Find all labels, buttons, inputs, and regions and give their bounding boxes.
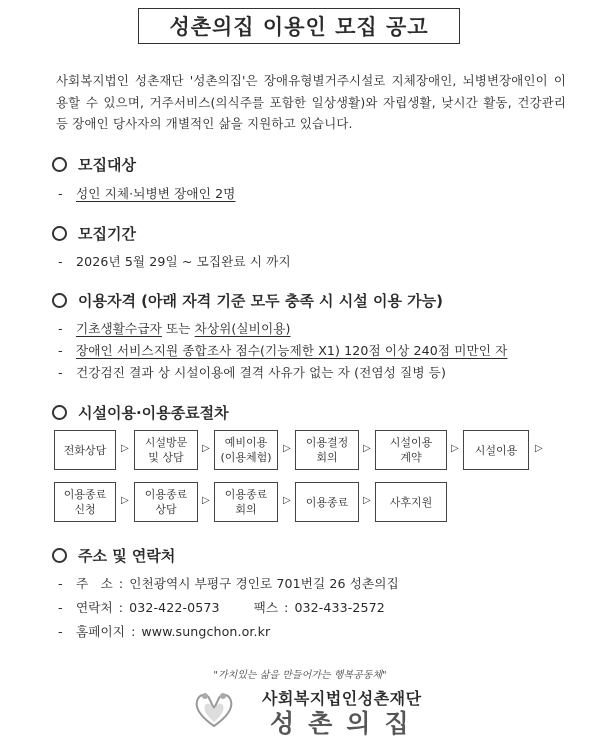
arrow-icon: ▷ — [363, 443, 371, 454]
period-item — [58, 251, 291, 270]
dash-bullet: - — [58, 365, 63, 380]
circle-bullet-icon — [52, 548, 67, 563]
qualification-item-1 — [58, 318, 291, 337]
homepage-label: 홈페이지 — [76, 624, 126, 639]
qual-line3: 건강검진 결과 상 시설이용에 결격 사유가 없는 자 (전염성 질병 등) — [76, 365, 446, 380]
step-box — [214, 482, 278, 522]
dash-bullet: - — [58, 576, 63, 591]
dash-bullet: - — [58, 624, 63, 639]
step-box — [214, 430, 278, 470]
title-box — [138, 8, 460, 44]
address-value: 인천광역시 부평구 경인로 701번길 26 성촌의집 — [129, 576, 399, 591]
colon: : — [118, 576, 124, 591]
section-target-title: 모집대상 — [78, 156, 136, 174]
phone-label: 연락처 — [76, 600, 113, 615]
dash-bullet: - — [58, 321, 63, 336]
section-period-heading — [52, 223, 136, 244]
section-period-title: 모집기간 — [78, 225, 136, 243]
section-contact-title: 주소 및 연락처 — [78, 547, 176, 565]
qual-mid: 또는 — [161, 321, 195, 336]
step-label: 전화상담 — [63, 443, 107, 457]
arrow-icon: ▷ — [451, 443, 459, 454]
arrow-icon: ▷ — [202, 443, 210, 454]
footer-slogan: "가치있는 삶을 만들어가는 행복공동체" — [213, 670, 387, 681]
step-label: 시설방문 및 상담 — [144, 436, 188, 464]
step-box — [295, 430, 359, 470]
intro-paragraph: 사회복지법인 성촌재단 '성촌의집'은 장애유형별거주시설로 지체장애인, 뇌병변장애인이 이용할 수 있으며, 거주서비스(의식주를 포함한 일상생활)와 자립생활, 낮시간 활동, 건강관리 등 장애인 당사자의 개별적인 삶을 지원하고 있습니다. — [56, 73, 566, 131]
circle-bullet-icon — [52, 293, 67, 308]
homepage-link[interactable]: www.sungchon.or.kr — [141, 624, 271, 639]
dash-bullet: - — [58, 254, 63, 269]
step-label: 이용종료 신청 — [63, 488, 107, 516]
colon: : — [284, 600, 289, 615]
step-box — [134, 430, 198, 470]
colon: : — [118, 600, 124, 615]
qual-part1: 기초생활수급자 — [76, 321, 162, 336]
arrow-icon: ▷ — [363, 495, 371, 506]
target-item — [58, 183, 235, 202]
arrow-icon: ▷ — [283, 495, 291, 506]
phone-item — [58, 597, 385, 616]
section-procedure-title: 시설이용·이용종료절차 — [78, 404, 229, 422]
address-label: 주 소 — [76, 576, 113, 591]
section-contact-heading — [52, 545, 175, 566]
address-item — [58, 573, 399, 592]
section-procedure-heading — [52, 402, 229, 423]
sungchon-logo-icon — [193, 690, 235, 730]
qualification-item-3 — [58, 362, 446, 381]
step-box — [295, 482, 359, 522]
arrow-icon: ▷ — [202, 495, 210, 506]
section-qualification-heading — [52, 290, 443, 311]
section-target-heading — [52, 154, 136, 175]
arrow-icon: ▷ — [535, 443, 543, 454]
org-name: 사회복지법인성촌재단 — [262, 689, 422, 708]
qualification-item-2 — [58, 340, 507, 359]
fax-value: 032-433-2572 — [294, 600, 385, 615]
step-box — [463, 430, 529, 470]
period-text: 2026년 5월 29일 ~ 모집완료 시 까지 — [76, 254, 291, 269]
step-label: 사후지원 — [389, 495, 433, 509]
step-box — [54, 482, 116, 522]
homepage-item — [58, 621, 270, 640]
step-label: 이용종료 상담 — [144, 488, 188, 516]
step-label: 시설이용 — [474, 443, 518, 457]
step-label: 이용종료 — [305, 495, 349, 509]
dash-bullet: - — [58, 600, 63, 615]
dash-bullet: - — [58, 343, 63, 358]
circle-bullet-icon — [52, 157, 67, 172]
step-box — [375, 482, 447, 522]
step-box — [375, 430, 447, 470]
fax-label: 팩스 — [253, 600, 279, 615]
arrow-icon: ▷ — [283, 443, 291, 454]
dash-bullet: - — [58, 186, 63, 201]
step-label: 예비이용 (이용체험) — [220, 436, 272, 464]
step-label: 시설이용 계약 — [389, 436, 433, 464]
arrow-icon: ▷ — [121, 443, 129, 454]
step-label: 이용종료 회의 — [224, 488, 268, 516]
target-text: 성인 지체·뇌병변 장애인 2명 — [76, 186, 236, 201]
step-label: 이용결정 회의 — [305, 436, 349, 464]
step-box — [134, 482, 198, 522]
arrow-icon: ▷ — [121, 495, 129, 506]
circle-bullet-icon — [52, 226, 67, 241]
circle-bullet-icon — [52, 405, 67, 420]
brand-name: 성촌의집 — [270, 709, 423, 738]
phone-value: 032-422-0573 — [129, 600, 220, 615]
page-title: 성촌의집 이용인 모집 공고 — [169, 15, 429, 39]
qual-line2: 장애인 서비스지원 종합조사 점수(기능제한 X1) 120점 이상 240점 미만인 자 — [76, 343, 508, 358]
section-qualification-title: 이용자격 (아래 자격 기준 모두 충족 시 시설 이용 가능) — [78, 292, 444, 310]
step-box — [54, 430, 116, 470]
colon: : — [131, 624, 136, 639]
qual-part2: 차상위(실비이용) — [194, 321, 291, 336]
